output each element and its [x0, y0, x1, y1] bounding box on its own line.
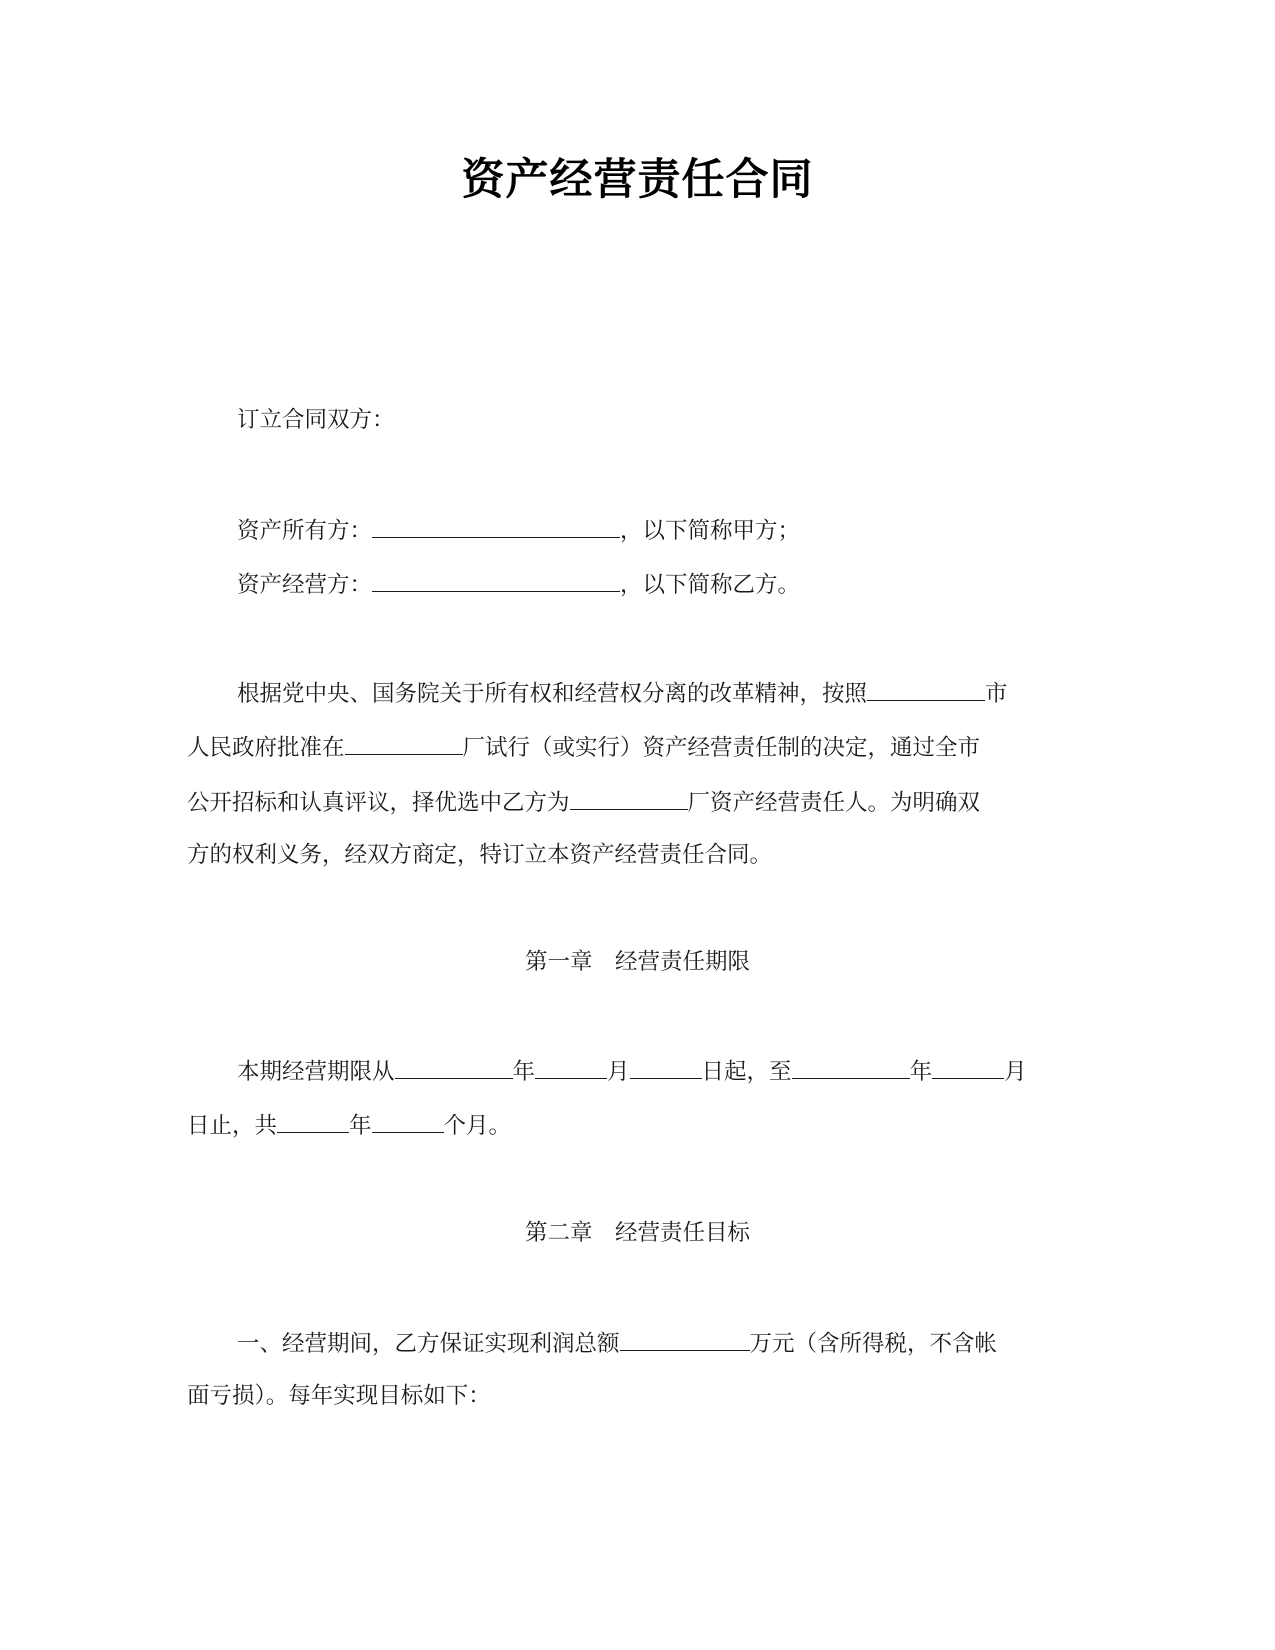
chapter-1-heading: 第一章 经营责任期限: [524, 949, 750, 975]
end-month-blank[interactable]: [932, 1054, 1004, 1079]
term-text: 本期经营期限从: [237, 1059, 395, 1085]
chapter-2-heading: 第二章 经营责任目标: [524, 1220, 750, 1246]
start-month-blank[interactable]: [535, 1054, 607, 1079]
preamble-text: 厂试行（或实行）资产经营责任制的决定，通过全市: [462, 735, 981, 761]
term-text: 月: [607, 1059, 630, 1085]
preamble-line-1: [237, 676, 1008, 710]
party-owner-line: [237, 513, 800, 547]
target-text: 一、经营期间，乙方保证实现利润总额: [237, 1331, 620, 1357]
party-operator-blank[interactable]: [372, 567, 620, 592]
preamble-text: 公开招标和认真评议，择优选中乙方为: [187, 790, 570, 816]
party-operator-line: [237, 567, 800, 601]
total-months-blank[interactable]: [372, 1108, 444, 1133]
term-text: 年: [909, 1059, 933, 1085]
intro-line: 订立合同双方：: [237, 407, 395, 433]
preamble-text: 根据党中央、国务院关于所有权和经营权分离的改革精神，按照: [237, 681, 868, 707]
party-operator-suffix: ，以下简称乙方。: [620, 572, 801, 598]
term-text: 个月。: [443, 1113, 512, 1139]
end-year-blank[interactable]: [792, 1054, 910, 1079]
preamble-line-3: [187, 785, 980, 819]
factory-name-blank[interactable]: [570, 785, 688, 810]
target-text: 万元（含所得税，不含帐: [749, 1331, 998, 1357]
term-text: 日起，至: [701, 1059, 792, 1085]
start-day-blank[interactable]: [630, 1054, 702, 1079]
total-years-blank[interactable]: [277, 1108, 349, 1133]
factory-blank[interactable]: [345, 730, 463, 755]
preamble-line-2: [187, 730, 980, 764]
document-title: 资产经营责任合同: [461, 155, 814, 205]
party-owner-blank[interactable]: [372, 513, 620, 538]
city-blank[interactable]: [867, 676, 985, 701]
preamble-text: 市: [985, 681, 1008, 707]
party-owner-label: 资产所有方：: [237, 518, 373, 544]
preamble-line-4: 方的权利义务，经双方商定，特订立本资产经营责任合同。: [187, 842, 773, 868]
target-line-1: [237, 1326, 997, 1360]
term-text: 月: [1004, 1059, 1027, 1085]
term-text: 年: [349, 1113, 372, 1139]
preamble-text: 人民政府批准在: [187, 735, 345, 761]
term-line-1: [237, 1054, 1027, 1088]
term-line-2: [187, 1108, 511, 1142]
preamble-text: 厂资产经营责任人。为明确双: [687, 790, 981, 816]
profit-total-blank[interactable]: [620, 1326, 750, 1351]
start-year-blank[interactable]: [395, 1054, 513, 1079]
term-text: 日止，共: [187, 1113, 278, 1139]
party-operator-label: 资产经营方：: [237, 572, 373, 598]
term-text: 年: [512, 1059, 536, 1085]
target-line-2: 面亏损）。每年实现目标如下：: [187, 1383, 491, 1409]
party-owner-suffix: ，以下简称甲方；: [620, 518, 801, 544]
